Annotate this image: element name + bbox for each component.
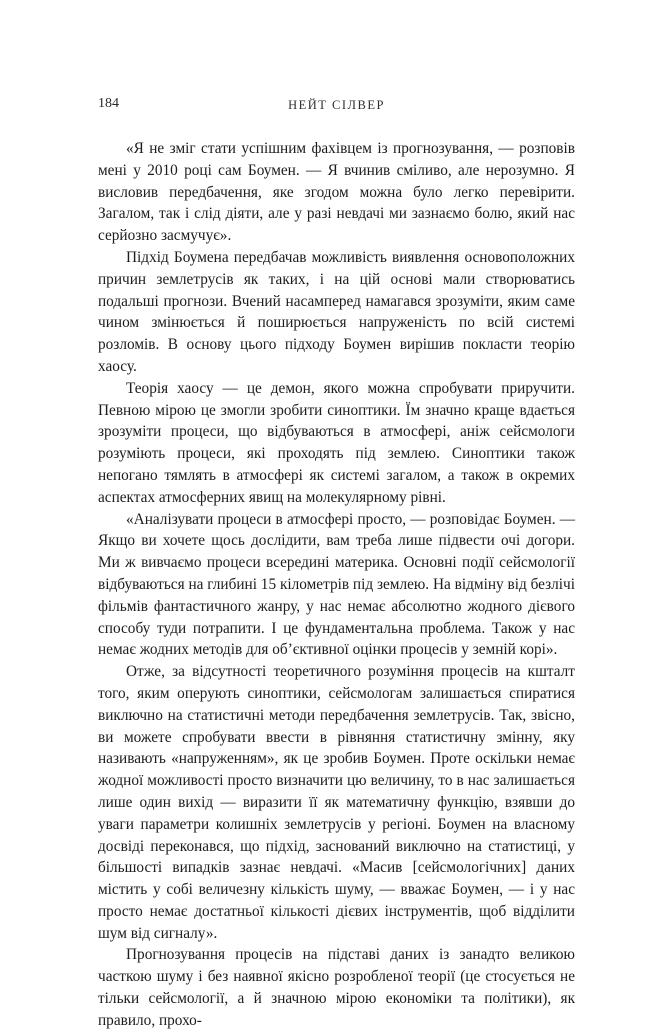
paragraph: Прогнозування процесів на підставі даних із занадто великою часткою шуму і без наявної якісно розробленої теорії (це стосується не тільки сейсмології, а й значною мірою економіки та політики), як правило, прохо-: [98, 946, 575, 1029]
page-body: [98, 138, 575, 1032]
paragraph: Теорія хаосу — це демон, якого можна спробувати приручити. Певною мірою це змогли зробити синоптики. Їм значно краще вдається зрозуміти процеси, що відбуваються в атмосфері, аніж сейсмологи розуміють процеси, які проходять під землею. Синоптики також непогано тямлять в атмосфері як системі загалом, а також в окремих аспектах атмосферних явищ на молекулярному рівні.: [98, 379, 575, 506]
paragraph: «Аналізувати процеси в атмосфері просто, — розповідає Боумен. — Якщо ви хочете щось дослідити, вам треба лише підвести очі догори. Ми ж вивчаємо процеси всередині материка. Основні події сейсмології відбуваються на глибині 15 кілометрів під землею. На відміну від безлічі фільмів фантастичного жанру, у нас немає абсолютно жодного дієвого способу туди потрапити. І це фундаментальна проблема. Також у нас немає жодних методів для об’єктивної оцінки процесів у земній корі».: [98, 510, 575, 659]
paragraph: «Я не зміг стати успішним фахівцем із прогнозування, — розповів мені у 2010 році сам Боумен. — Я вчинив сміливо, але нерозумно. Я висловив передбачення, яке згодом можна було легко перевірити. Загалом, так і слід діяти, але у разі невдачі ми зазнаємо болю, який нас серйозно засмучує».: [98, 140, 575, 245]
page-header: [98, 96, 575, 114]
running-title: НЕЙТ СІЛВЕР: [288, 98, 385, 112]
page-number: 184: [98, 96, 119, 111]
paragraph: Підхід Боумена передбачав можливість виявлення основоположних причин землетрусів як таких, і на цій основі мали створюватись подальші прогнози. Вчений насамперед намагався зрозуміти, яким саме чином змінюється й поширюється напруженість по всій системі розломів. В основу цього підходу Боумен вирішив покласти теорію хаосу.: [98, 248, 575, 375]
paragraph: Отже, за відсутності теоретичного розуміння процесів на кшталт того, яким оперують синоптики, сейсмологам залишається спиратися виключно на статистичні методи передбачення землетрусів. Так, звісно, ви можете спробувати ввести в рівняння статистичну змінну, яку називають «напруженням», як це зробив Боумен. Проте оскільки немає жодної можливості просто визначити цю величину, то в нас залишається лише один вихід — виразити її як математичну функцію, взявши до уваги параметри колишніх землетрусів у регіоні. Боумен на власному досвіді переконався, що підхід, заснований виключно на статистиці, у більшості випадків зазнає невдачі. «Масив [сейсмологічних] даних містить у собі величезну кількість шуму, — вважає Боумен, — і у нас просто немає достатньої кількості дієвих інструментів, щоб відділити шум від сигналу».: [98, 663, 575, 942]
